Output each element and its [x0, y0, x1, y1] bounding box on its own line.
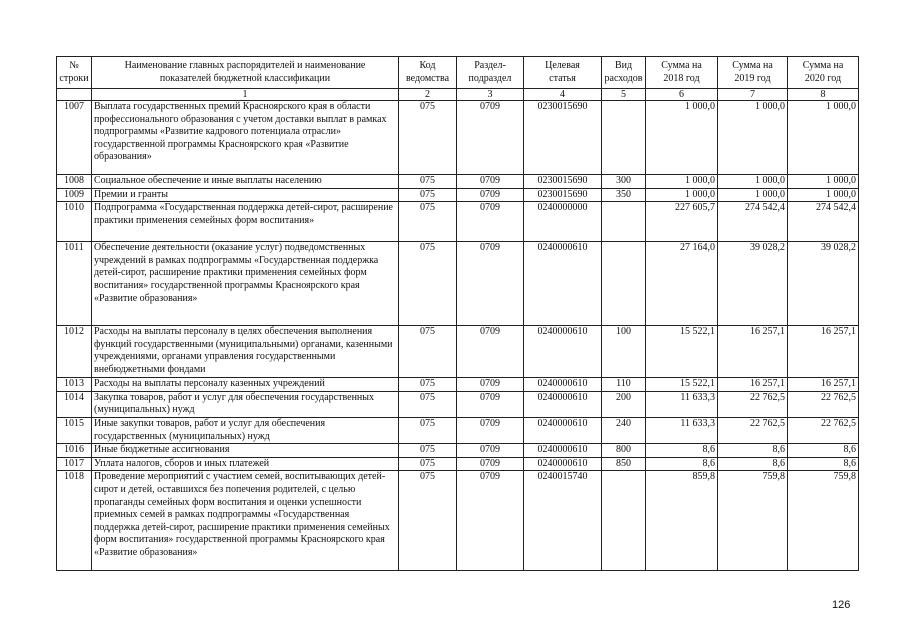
column-number-row [57, 89, 859, 101]
cell-department-code: 075 [399, 242, 457, 326]
cell-target-article: 0240015740 [524, 471, 602, 571]
cell-section: 0709 [457, 471, 524, 571]
cell-sum-2020: 22 762,5 [788, 391, 859, 417]
column-number: 4 [524, 89, 602, 101]
cell-expense-type: 300 [602, 175, 646, 189]
cell-section: 0709 [457, 444, 524, 458]
cell-name: Обеспечение деятельности (оказание услуг) подведомственных учреждений в рамках подпрограммы «Государственная поддержка детей-сирот, расширение практики применения семейных форм воспитания» государственной программы Красноярского края «Развитие образования» [92, 242, 399, 326]
cell-sum-2019: 16 257,1 [718, 378, 788, 392]
cell-name: Проведение мероприятий с участием семей, воспитывающих детей-сирот и детей, оставшихся без попечения родителей, с целью пропаганды семейных форм воспитания и оценки успешности приемных семей в рамках подпрограммы «Государственная поддержка детей-сирот, расширение практики применения семейных форм воспитания» государственной программы Красноярского края «Развитие образования» [92, 471, 399, 571]
cell-sum-2020: 759,8 [788, 471, 859, 571]
cell-name: Закупка товаров, работ и услуг для обеспечения государственных (муниципальных) нужд [92, 391, 399, 417]
cell-section: 0709 [457, 391, 524, 417]
cell-row-number: 1018 [57, 471, 92, 571]
cell-section: 0709 [457, 457, 524, 471]
cell-sum-2018: 27 164,0 [646, 242, 718, 326]
cell-sum-2019: 22 762,5 [718, 391, 788, 417]
cell-row-number: 1014 [57, 391, 92, 417]
column-number: 7 [718, 89, 788, 101]
cell-sum-2019: 39 028,2 [718, 242, 788, 326]
cell-expense-type: 850 [602, 457, 646, 471]
cell-row-number: 1012 [57, 326, 92, 378]
budget-table [56, 56, 859, 571]
cell-name: Уплата налогов, сборов и иных платежей [92, 457, 399, 471]
cell-name: Расходы на выплаты персоналу казенных учреждений [92, 378, 399, 392]
cell-row-number: 1017 [57, 457, 92, 471]
col-header-department-code: Код ведомства [399, 57, 457, 89]
cell-target-article: 0240000000 [524, 202, 602, 242]
column-number: 5 [602, 89, 646, 101]
cell-sum-2019: 759,8 [718, 471, 788, 571]
cell-section: 0709 [457, 242, 524, 326]
cell-name: Социальное обеспечение и иные выплаты населению [92, 175, 399, 189]
cell-sum-2018: 11 633,3 [646, 391, 718, 417]
column-number [57, 89, 92, 101]
cell-department-code: 075 [399, 101, 457, 175]
cell-expense-type: 240 [602, 417, 646, 443]
cell-department-code: 075 [399, 378, 457, 392]
cell-sum-2018: 859,8 [646, 471, 718, 571]
cell-department-code: 075 [399, 175, 457, 189]
cell-sum-2018: 1 000,0 [646, 101, 718, 175]
cell-sum-2020: 16 257,1 [788, 326, 859, 378]
table-row [57, 417, 859, 443]
cell-target-article: 0240000610 [524, 444, 602, 458]
cell-target-article: 0230015690 [524, 188, 602, 202]
cell-department-code: 075 [399, 457, 457, 471]
cell-row-number: 1016 [57, 444, 92, 458]
col-header-row-number: № строки [57, 57, 92, 89]
cell-section: 0709 [457, 326, 524, 378]
cell-sum-2020: 8,6 [788, 444, 859, 458]
column-number: 8 [788, 89, 859, 101]
table-row [57, 391, 859, 417]
cell-row-number: 1007 [57, 101, 92, 175]
col-header-target-article: Целевая статья [524, 57, 602, 89]
cell-sum-2018: 8,6 [646, 457, 718, 471]
cell-sum-2019: 8,6 [718, 457, 788, 471]
cell-sum-2018: 1 000,0 [646, 188, 718, 202]
table-row [57, 444, 859, 458]
cell-department-code: 075 [399, 444, 457, 458]
cell-target-article: 0230015690 [524, 175, 602, 189]
cell-sum-2020: 39 028,2 [788, 242, 859, 326]
col-header-section: Раздел- подраздел [457, 57, 524, 89]
cell-row-number: 1008 [57, 175, 92, 189]
cell-sum-2018: 15 522,1 [646, 326, 718, 378]
cell-sum-2019: 16 257,1 [718, 326, 788, 378]
cell-department-code: 075 [399, 417, 457, 443]
table-row [57, 378, 859, 392]
cell-expense-type: 200 [602, 391, 646, 417]
cell-expense-type: 110 [602, 378, 646, 392]
cell-sum-2020: 274 542,4 [788, 202, 859, 242]
cell-expense-type: 350 [602, 188, 646, 202]
cell-sum-2020: 22 762,5 [788, 417, 859, 443]
cell-sum-2018: 11 633,3 [646, 417, 718, 443]
cell-expense-type [602, 202, 646, 242]
cell-sum-2020: 1 000,0 [788, 175, 859, 189]
cell-name: Подпрограмма «Государственная поддержка детей-сирот, расширение практики применения семейных форм воспитания» [92, 202, 399, 242]
cell-row-number: 1010 [57, 202, 92, 242]
cell-expense-type: 800 [602, 444, 646, 458]
cell-name: Иные закупки товаров, работ и услуг для обеспечения государственных (муниципальных) нужд [92, 417, 399, 443]
cell-expense-type [602, 471, 646, 571]
table-row [57, 202, 859, 242]
cell-department-code: 075 [399, 326, 457, 378]
cell-sum-2019: 1 000,0 [718, 175, 788, 189]
cell-target-article: 0240000610 [524, 391, 602, 417]
cell-sum-2020: 1 000,0 [788, 188, 859, 202]
cell-row-number: 1015 [57, 417, 92, 443]
header-row [57, 57, 859, 89]
cell-sum-2020: 16 257,1 [788, 378, 859, 392]
table-row [57, 101, 859, 175]
cell-department-code: 075 [399, 471, 457, 571]
cell-sum-2019: 8,6 [718, 444, 788, 458]
cell-expense-type [602, 101, 646, 175]
cell-target-article: 0240000610 [524, 326, 602, 378]
cell-row-number: 1009 [57, 188, 92, 202]
col-header-sum-2018: Сумма на 2018 год [646, 57, 718, 89]
cell-section: 0709 [457, 202, 524, 242]
page-number: 126 [832, 599, 851, 611]
table-row [57, 471, 859, 571]
cell-name: Премии и гранты [92, 188, 399, 202]
cell-sum-2019: 22 762,5 [718, 417, 788, 443]
cell-expense-type: 100 [602, 326, 646, 378]
cell-sum-2018: 15 522,1 [646, 378, 718, 392]
cell-department-code: 075 [399, 202, 457, 242]
table-row [57, 242, 859, 326]
cell-section: 0709 [457, 188, 524, 202]
table-row [57, 457, 859, 471]
column-number: 6 [646, 89, 718, 101]
cell-target-article: 0240000610 [524, 457, 602, 471]
cell-sum-2019: 1 000,0 [718, 188, 788, 202]
table-row [57, 326, 859, 378]
cell-sum-2020: 8,6 [788, 457, 859, 471]
cell-row-number: 1011 [57, 242, 92, 326]
cell-sum-2019: 274 542,4 [718, 202, 788, 242]
cell-sum-2018: 227 605,7 [646, 202, 718, 242]
col-header-name: Наименование главных распорядителей и наименование показателей бюджетной классификации [92, 57, 399, 89]
cell-row-number: 1013 [57, 378, 92, 392]
cell-section: 0709 [457, 101, 524, 175]
cell-sum-2018: 1 000,0 [646, 175, 718, 189]
cell-name: Выплата государственных премий Красноярского края в области профессионального образования с учетом доставки выплат в рамках подпрограммы «Развитие кадрового потенциала отрасли» государственной программы Красноярского края «Развитие образования» [92, 101, 399, 175]
cell-section: 0709 [457, 417, 524, 443]
cell-target-article: 0240000610 [524, 378, 602, 392]
col-header-sum-2019: Сумма на 2019 год [718, 57, 788, 89]
col-header-expense-type: Вид расходов [602, 57, 646, 89]
cell-name: Расходы на выплаты персоналу в целях обеспечения выполнения функций государственными (муниципальными) органами, казенными учреждениями, органами управления государственными внебюджетными фондами [92, 326, 399, 378]
column-number: 3 [457, 89, 524, 101]
cell-target-article: 0240000610 [524, 242, 602, 326]
cell-section: 0709 [457, 378, 524, 392]
column-number: 2 [399, 89, 457, 101]
cell-expense-type [602, 242, 646, 326]
table-row [57, 175, 859, 189]
col-header-sum-2020: Сумма на 2020 год [788, 57, 859, 89]
cell-department-code: 075 [399, 391, 457, 417]
column-number: 1 [92, 89, 399, 101]
cell-section: 0709 [457, 175, 524, 189]
cell-target-article: 0230015690 [524, 101, 602, 175]
cell-target-article: 0240000610 [524, 417, 602, 443]
cell-sum-2020: 1 000,0 [788, 101, 859, 175]
table-row [57, 188, 859, 202]
cell-name: Иные бюджетные ассигнования [92, 444, 399, 458]
cell-department-code: 075 [399, 188, 457, 202]
cell-sum-2019: 1 000,0 [718, 101, 788, 175]
cell-sum-2018: 8,6 [646, 444, 718, 458]
